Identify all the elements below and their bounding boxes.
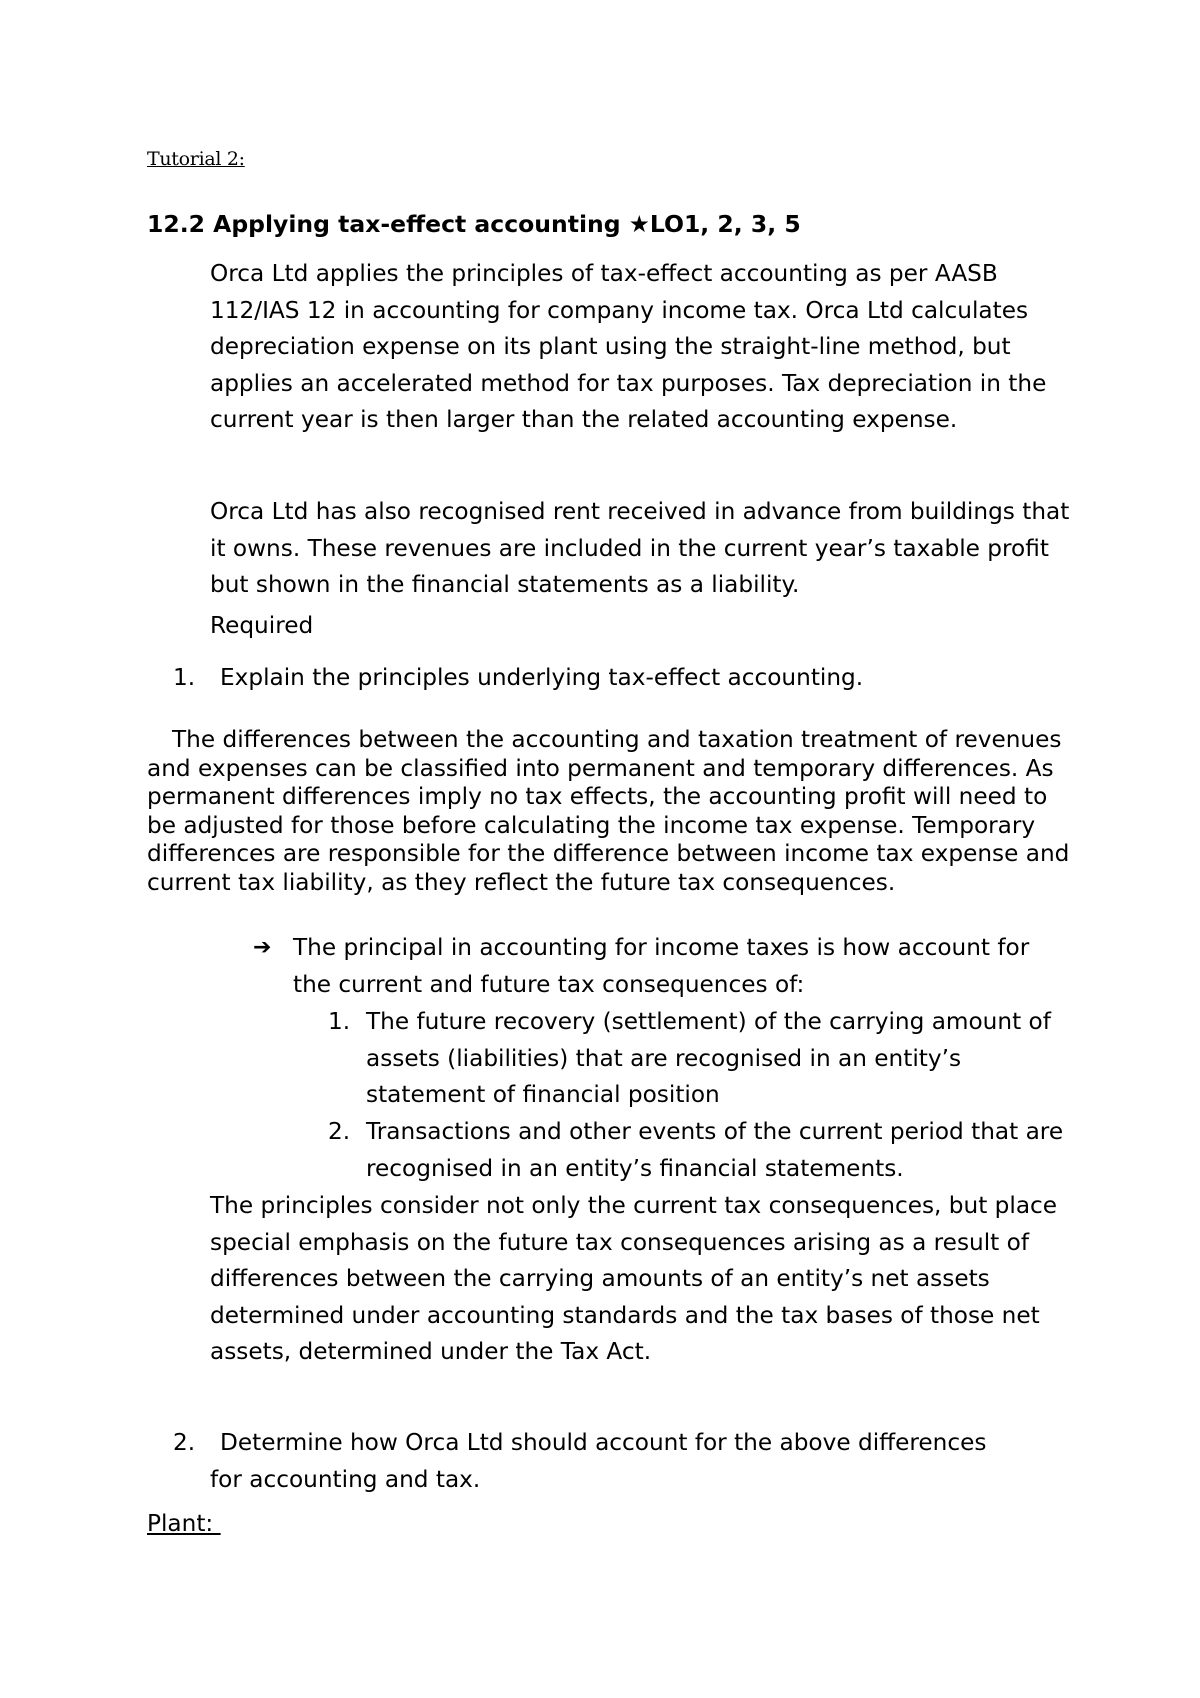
question-2-text-line-1: Determine how Orca Ltd should account for the above differences (220, 1429, 987, 1456)
principles-paragraph: The principles consider not only the current tax consequences, but place special emphasis on the future tax consequences arising as a result of differences between the carrying amounts of an entity’s net assets determined under accounting standards and the tax bases of those net assets, determined under the Tax Act. (210, 1192, 1058, 1366)
question-1-number: 1. (173, 664, 196, 691)
intro-paragraph: Orca Ltd applies the principles of tax-effect accounting as per AASB 112/IAS 12 in accounting for company income tax. Orca Ltd calculates depreciation expense on its plant using the straight-line method, but applies an accelerated method for tax purposes. Tax depreciation in the current year is then larger than the related accounting expense. (210, 260, 1047, 434)
tutorial-label: Tutorial 2: (147, 148, 245, 170)
answer-1-paragraph: The differences between the accounting and taxation treatment of revenues and expenses can be classified into permanent and temporary differences. As permanent differences imply no tax effects, the accounting profit will need to be adjusted for those before calculating the income tax expense. Temporary differences are responsible for the difference between income tax expense and current tax liability, as they reflect the future tax consequences. (147, 726, 1070, 896)
rent-paragraph: Orca Ltd has also recognised rent received in advance from buildings that it owns. These revenues are included in the current year’s taxable profit but shown in the financial statements as a liability. (210, 498, 1070, 599)
arrow-right-icon: ➔ (253, 935, 272, 960)
question-1-text: Explain the principles underlying tax-effect accounting. (220, 664, 864, 691)
list-item-number: 1. (328, 1008, 351, 1035)
required-label: Required (210, 612, 314, 639)
list-item-text: The future recovery (settlement) of the carrying amount of assets (liabilities) that are recognised in an entity’s statement of financial position (366, 1008, 1051, 1109)
list-item-number: 2. (328, 1118, 351, 1145)
plant-label: Plant: (147, 1510, 221, 1537)
principle-point-text: The principal in accounting for income taxes is how account for the current and future tax consequences of: (293, 934, 1030, 998)
list-item-text: Transactions and other events of the current period that are recognised in an entity’s financial statements. (366, 1118, 1064, 1182)
question-2-number: 2. (173, 1429, 196, 1456)
question-2-text-line-2: for accounting and tax. (210, 1465, 481, 1493)
section-heading: 12.2 Applying tax-effect accounting ★LO1, 2, 3, 5 (147, 210, 801, 238)
